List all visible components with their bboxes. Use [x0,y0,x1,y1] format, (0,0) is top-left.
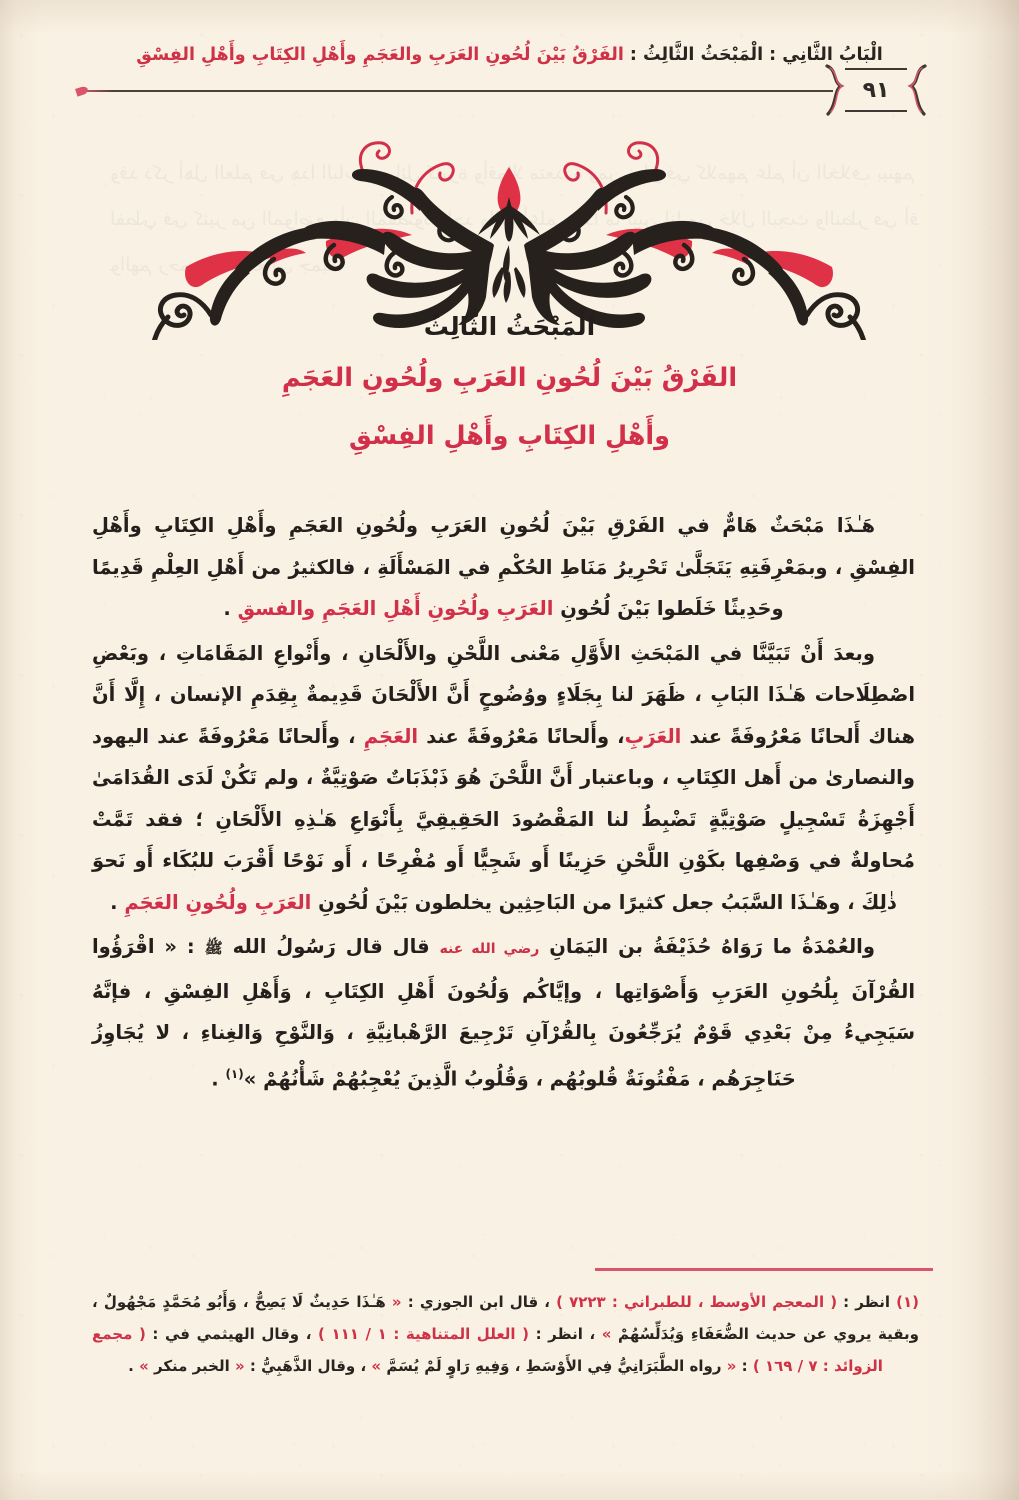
p3-seg2: قال قال رَسُولُ الله [222,935,440,958]
paragraph-2 [92,633,915,924]
fn1-seg1: انظر : [837,1293,897,1311]
honorific-radiyallahu-anhu-icon: رضي الله عنه [439,941,540,957]
footnote-separator-rule [595,1268,933,1271]
fn1-seg8: ، وقال الذَّهَبِيُّ : [244,1357,372,1375]
p1-red-phrase: العَرَبِ ولُحُونِ أَهْلِ العَجَمِ والفسقِ [237,597,554,620]
fn1-seg6: : [736,1357,753,1375]
section-title-primary: الْمَبْحَثُ الثَّالِثُ [423,312,596,341]
fn1-seg2: ، قال ابن الجوزي : [401,1293,557,1311]
p2-seg4: . [110,890,125,914]
p3-seg4: . [211,1067,226,1090]
fn1-seg3: هَـٰذَا حَدِيثٌ لَا يَصِحُّ ، وَأَبُو مُحَمَّدٍ مَجْهُولٌ ، وبقية يروي عن حديث الضُّعَفَاءِ وَيُدَلِّسُهُمْ [92,1293,920,1343]
fn1-quote-close-2: » [371,1357,382,1375]
fn1-seg7: رواه الطَّبَرَانِيُّ فِي الأَوْسَطِ ، وَفِيهِ رَاوٍ لَمْ يُسَمَّ [381,1357,727,1375]
section-title-red-line2: وأَهْلِ الكِتَابِ وأَهْلِ الفِسْقِ [348,421,671,451]
section-title-red-line1: الفَرْقُ بَيْنَ لُحُونِ العَرَبِ ولُحُونِ العَجَمِ [281,363,738,393]
p2-red-ajam: العَجَمِ [363,724,419,748]
fn1-seg4: ، انظر : [529,1325,602,1343]
fn1-source-2: ( العلل المتناهية : ١ / ١١١ ) [318,1325,530,1343]
footnote-marker-1[interactable]: (١) [225,1066,244,1081]
p1-seg1: هَـٰذَا مَبْحَثٌ هَامٌّ في الفَرْقِ بَيْنَ لُحُونِ العَرَبِ ولُحُونِ العَجَمِ وأَهْلِ الكِتَابِ وأَهْلِ الفِسْقِ ، وبمَعْرِفَتِهِ يَتَجَلَّىٰ تَحْرِيرُ مَنَاطِ الحُكْمِ في المَسْأَلَةِ ، فالكثيرُ من أَهْلِ العِلْمِ قَدِيمًا وحَدِيثًا خَلَطوا بَيْنَ لُحُونِ [92,514,915,620]
body-text [92,505,915,1103]
footnote-area [92,1286,919,1384]
p3-seg3: : « اقْرَؤُوا القُرْآنَ بِلُحُونِ العَرَبِ وَأَصْوَاتِها ، وإيَّاكُم وَلُحُونَ أَهْلِ الكِتَابِ ، وَأَهْلِ الفِسْقِ ، فإنَّهُ سَيَجِيءُ مِنْ بَعْدِي قَوْمٌ يُرَجِّعُونَ بِالقُرْآنِ تَرْجِيعَ الرَّهْبانِيَّةِ ، وَالنَّوْحِ وَالغِناءِ ، لا يُجَاوِزُ حَنَاجِرَهُم ، مَفْتُونَةٌ قُلوبُهُم ، وَقُلُوبُ الَّذِينَ يُعْجِبُهُمْ شَأْنُهُمْ » [92,935,915,1090]
p1-seg3: . [223,597,238,620]
fn1-quote-close-3: » [139,1357,149,1375]
fn1-marker: (١) [896,1293,919,1311]
fn1-quote-close-1: » [601,1325,612,1343]
reverse-side-showthrough: وقد ذكر أهل العلم في هذا الباب مسائل كثيرة وأقوالا متعددة ومن في كلامهم علم أن الخلاف بينهم لفظي في كثير من المواضع وأن المقصود واحد أعلم ما تبين لنا من خلال البحث والنظر في أقوالهم رحمهم تعالى جميعا [110,162,919,276]
fn1-seg10: . [128,1357,140,1375]
fn1-seg9: الخبر منكر [148,1357,235,1375]
page-number: ٩١ [862,77,890,103]
p2-seg2: ، وأَلحانًا مَعْرُوفَةً عند [418,724,625,748]
footnote-1 [92,1286,919,1382]
p2-seg3: ، وأَلحانًا مَعْرُوفَةً عند اليهود والنصارىٰ من أَهل الكِتَابِ ، وباعتبار أَنَّ اللَّحْنَ هُوَ ذَبْذَبَاتٌ صَوْتِيَّةٌ ، ولم تَكُنْ لَدَى القُدَامَىٰ أَجْهِزَةُ تَسْجِيلٍ صَوْتِيَّةٍ تَضْبِطُ لنا المَقْصُودَ الحَقِيقِيَّ بِأَنْوَاعِ هَـٰذِهِ الأَلْحَانِ ؛ فقد تَمَّتْ مُحاولةٌ في وَصْفِها بكَوْنِ اللَّحْنِ حَزِينًا أَو شَجِيًّا أَو مُفْرِحًا ، أَو نَوْحًا أَقْرَبَ للبُكَاء أَو نَحوَ ذٰلِكَ ، وهَـٰذَا السَّبَبُ جعل كثيرًا من البَاحِثِين يخلطون بَيْنَ لُحُونِ [92,724,915,914]
running-head-black: الْبَابُ الثَّانِي : الْمَبْحَثُ الثَّالِثُ : [629,45,883,65]
p2-red-phrase: العَرَبِ ولُحُونِ العَجَمِ [124,890,312,914]
p3-seg1: والعُمْدَةُ ما رَوَاهُ حُذَيْفَةُ بن اليَمَانِ [539,935,875,958]
paragraph-1 [92,505,915,630]
section-title-block [120,305,899,465]
page-number-cartouche [833,64,919,116]
fn1-quote-open-3: « [234,1357,245,1375]
paragraph-3-hadith [92,926,915,1100]
running-head-red: الفَرْقُ بَيْنَ لُحُونِ العَرَبِ والعَجَمِ وأَهْلِ الكِتَابِ وأَهْلِ الفِسْقِ [136,45,624,65]
p2-seg1: وبعدَ أَنْ تَبَيَّنَّا في المَبْحَثِ الأَوَّلِ مَعْنى اللَّحْنِ والأَلْحَانِ ، وأَنْواعِ المَقَامَاتِ ، وبَعْضِ اصْطِلَاحات هَـٰذَا البَابِ ، ظَهَرَ لنا بِجَلَاءٍ ووُضُوحٍ أَنَّ الأَلْحَانَ قَدِيمةٌ بِقِدَمِ الإنسان ، إِلَّا أَنَّ هناك أَلحانًا مَعْرُوفَةً عند [92,641,916,748]
fn1-quote-open-1: « [391,1293,402,1311]
fn1-seg5: ، وقال الهيثمي في : [145,1325,318,1343]
fn1-source-3: ( مجمع الزوائد : ٧ / ١٦٩ ) [92,1325,883,1375]
running-head [108,40,911,74]
header-rule [82,90,833,92]
fn1-quote-open-2: « [726,1357,737,1375]
fn1-source-1: ( المعجم الأوسط ، للطبراني : ٧٢٢٣ ) [556,1293,838,1311]
p2-red-arab: العَرَبِ [624,724,682,748]
honorific-sallallahu-alayhi-wasallam-icon: ﷺ [204,939,223,957]
